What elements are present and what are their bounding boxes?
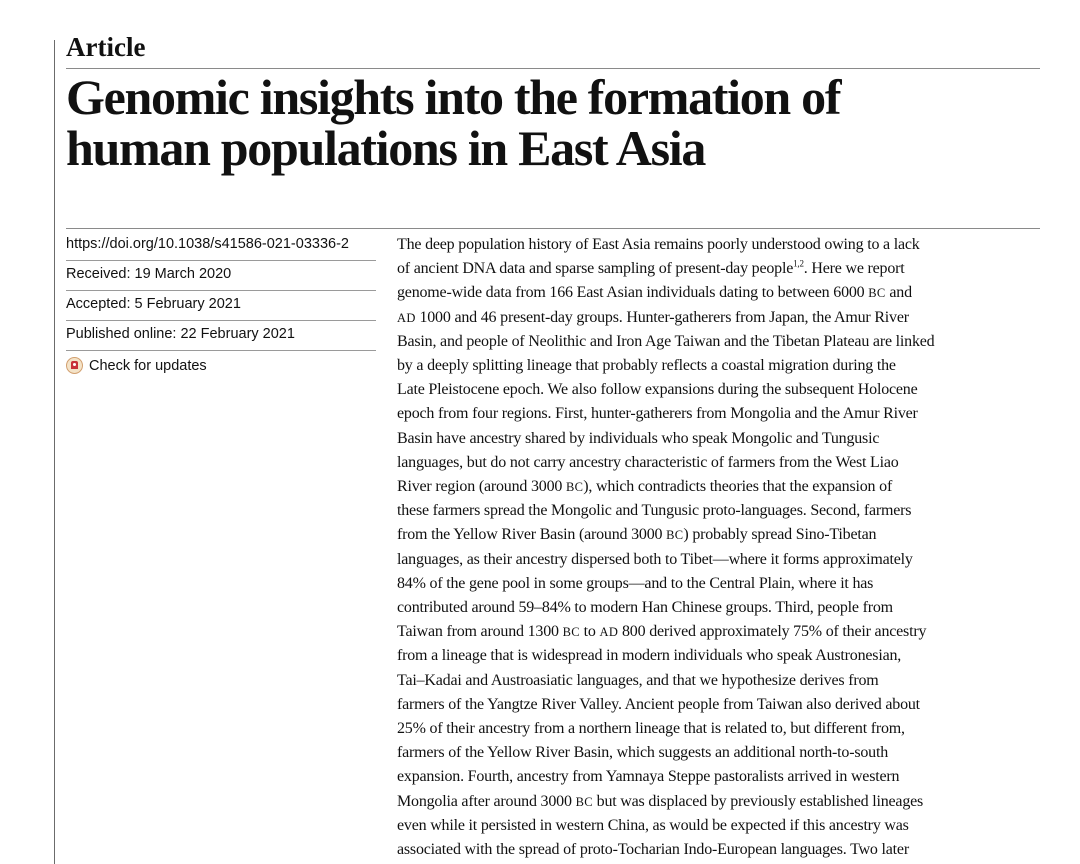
abstract-line: associated with the spread of proto-Tocharian Indo-European languages. Two later bbox=[397, 841, 909, 859]
abstract-line: expansion. Fourth, ancestry from Yamnaya Steppe pastoralists arrived in western bbox=[397, 768, 900, 786]
title-line-1: Genomic insights into the formation of bbox=[66, 69, 841, 125]
abstract-line: from a lineage that is widespread in modern individuals who speak Austronesian, bbox=[397, 647, 902, 665]
abstract-line: languages, as their ancestry dispersed both to Tibet—where it forms approximately bbox=[397, 550, 913, 568]
published-date: Published online: 22 February 2021 bbox=[66, 321, 376, 351]
abstract-line: River region (around 3000 BC), which contradicts theories that the expansion of bbox=[397, 478, 893, 496]
article-title bbox=[66, 69, 1046, 176]
abstract-line: 25% of their ancestry from a northern lineage that is related to, but different from, bbox=[397, 720, 905, 738]
article-metadata bbox=[66, 231, 376, 380]
abstract-line: 84% of the gene pool in some groups—and to the Central Plain, where it has bbox=[397, 574, 874, 592]
crossmark-icon bbox=[66, 357, 83, 374]
check-for-updates-link[interactable] bbox=[66, 351, 376, 380]
received-date: Received: 19 March 2020 bbox=[66, 261, 376, 291]
abstract-line: languages, but do not carry ancestry characteristic of farmers from the West Liao bbox=[397, 453, 899, 471]
accepted-date: Accepted: 5 February 2021 bbox=[66, 291, 376, 321]
citation-superscript[interactable]: 1,2 bbox=[793, 258, 804, 269]
abstract-line: Late Pleistocene epoch. We also follow expansions during the subsequent Holocene bbox=[397, 381, 918, 399]
abstract-line: from the Yellow River Basin (around 3000 BC) probably spread Sino-Tibetan bbox=[397, 526, 877, 544]
abstract-line: Tai–Kadai and Austroasiatic languages, and that we hypothesize derives from bbox=[397, 671, 879, 689]
title-line-2: human populations in East Asia bbox=[66, 120, 706, 176]
left-margin-rule bbox=[54, 40, 55, 864]
abstract-line: AD 1000 and 46 present-day groups. Hunter-gatherers from Japan, the Amur River bbox=[397, 308, 909, 326]
abstract-line: by a deeply splitting lineage that probably reflects a coastal migration during the bbox=[397, 357, 896, 375]
abstract-line: epoch from four regions. First, hunter-gatherers from Mongolia and the Amur River bbox=[397, 405, 918, 423]
abstract-line: genome-wide data from 166 East Asian individuals dating to between 6000 BC and bbox=[397, 284, 912, 302]
title-divider bbox=[66, 228, 1040, 229]
abstract-line: these farmers spread the Mongolic and Tungusic proto-languages. Second, farmers bbox=[397, 502, 912, 520]
abstract-line: Taiwan from around 1300 BC to AD 800 derived approximately 75% of their ancestry bbox=[397, 623, 927, 641]
abstract-line: farmers of the Yangtze River Valley. Ancient people from Taiwan also derived about bbox=[397, 695, 920, 713]
abstract-line: Mongolia after around 3000 BC but was displaced by previously established lineages bbox=[397, 792, 924, 810]
check-for-updates-label: Check for updates bbox=[89, 357, 207, 374]
abstract bbox=[397, 233, 1042, 862]
abstract-line: of ancient DNA data and sparse sampling of present-day people$^{1,2}$. Here we report bbox=[397, 258, 905, 278]
abstract-line: even while it persisted in western China, as would be expected if this ancestry was bbox=[397, 816, 909, 834]
doi-link[interactable]: https://doi.org/10.1038/s41586-021-03336-2 bbox=[66, 231, 376, 261]
abstract-line: contributed around 59–84% to modern Han Chinese groups. Third, people from bbox=[397, 599, 893, 617]
abstract-line: farmers of the Yellow River Basin, which suggests an additional north-to-south bbox=[397, 744, 888, 762]
abstract-line: The deep population history of East Asia remains poorly understood owing to a lack bbox=[397, 236, 920, 253]
abstract-line: Basin, and people of Neolithic and Iron Age Taiwan and the Tibetan Plateau are linked bbox=[397, 332, 935, 350]
abstract-line: Basin have ancestry shared by individuals who speak Mongolic and Tungusic bbox=[397, 429, 880, 447]
article-type-label: Article bbox=[66, 32, 146, 62]
